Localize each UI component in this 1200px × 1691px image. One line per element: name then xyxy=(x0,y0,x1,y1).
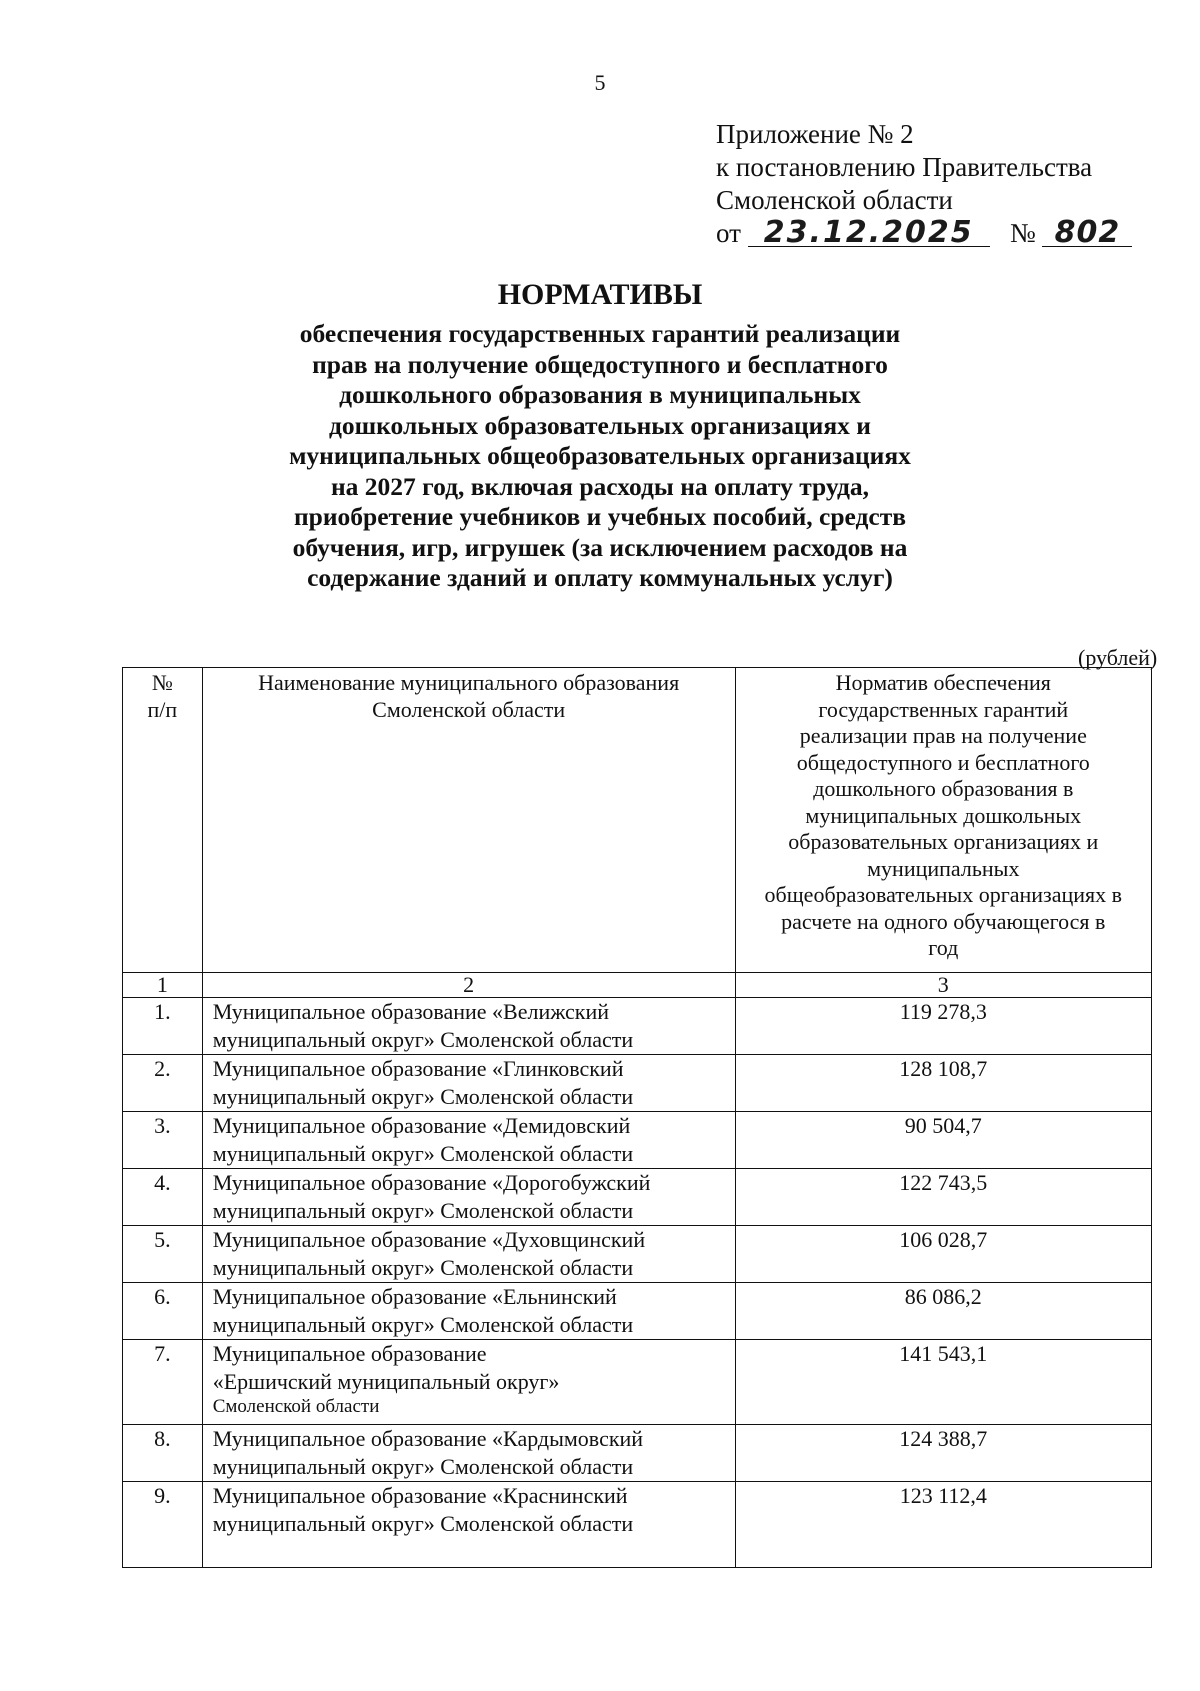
number-label: № xyxy=(1009,218,1036,248)
header-norm-line: расчете на одного обучающегося в xyxy=(781,908,1106,934)
title-line: муниципальных общеобразовательных организациях xyxy=(289,441,911,470)
row-name-line: Муниципальное образование xyxy=(212,1341,487,1366)
row-name-line: муниципальный округ» Смоленской области xyxy=(212,1255,634,1280)
header-norm-line: образовательных организациях и xyxy=(788,829,1099,854)
units-label: (рублей) xyxy=(1078,645,1158,670)
title-subtitle xyxy=(0,319,1200,594)
title-line: содержание зданий и оплату коммунальных услуг) xyxy=(307,563,893,592)
row-name-line: Муниципальное образование «Краснинский xyxy=(212,1483,628,1508)
table-row xyxy=(123,1482,1152,1568)
handwritten-date: 23.12.2025 xyxy=(748,220,990,247)
row-name-line: Смоленской области xyxy=(212,1396,380,1417)
table-row xyxy=(123,1283,1152,1340)
header-name-line: Смоленской области xyxy=(372,696,566,722)
row-value: 106 028,7 xyxy=(735,1226,1151,1283)
row-name-line: муниципальный округ» Смоленской области xyxy=(212,1198,634,1223)
appendix-block xyxy=(716,118,1132,250)
row-name-line: «Ершичский муниципальный округ» xyxy=(212,1369,560,1394)
row-name-line: муниципальный округ» Смоленской области xyxy=(212,1312,634,1337)
table-row xyxy=(123,1425,1152,1482)
row-name-line: муниципальный округ» Смоленской области xyxy=(212,1454,634,1479)
title-line: прав на получение общедоступного и бесплатного xyxy=(312,349,888,379)
header-norm-line: год xyxy=(928,935,959,960)
table-row xyxy=(123,1226,1152,1283)
header-norm-line: Норматив обеспечения xyxy=(835,670,1051,695)
header-norm-line: дошкольного образования в xyxy=(813,776,1074,801)
row-value: 123 112,4 xyxy=(735,1482,1151,1568)
title-line: обеспечения государственных гарантий реализации xyxy=(299,319,901,348)
row-value: 122 743,5 xyxy=(735,1169,1151,1226)
row-number: 4. xyxy=(123,1169,203,1226)
row-name-cell xyxy=(202,1340,735,1425)
row-value: 119 278,3 xyxy=(735,998,1151,1055)
appendix-signature-line xyxy=(716,217,1132,250)
document-title xyxy=(0,277,1200,594)
table-row xyxy=(123,998,1152,1055)
title-line: дошкольного образования в муниципальных xyxy=(339,380,861,409)
row-name-line: муниципальный округ» Смоленской области xyxy=(212,1511,634,1536)
row-name-cell xyxy=(202,1055,735,1112)
header-norm-line: реализации прав на получение xyxy=(799,723,1087,748)
row-name-line: Муниципальное образование «Духовщинский xyxy=(212,1227,646,1252)
header-norm-line: общедоступного и бесплатного xyxy=(796,749,1090,775)
title-line: на 2027 год, включая расходы на оплату труда, xyxy=(330,471,870,501)
row-name-line: муниципальный округ» Смоленской области xyxy=(212,1141,634,1166)
table-row xyxy=(123,1055,1152,1112)
header-norm-line: муниципальных дошкольных xyxy=(805,802,1082,828)
header-norm-cell xyxy=(735,668,1151,973)
column-number: 1 xyxy=(123,973,203,998)
row-value: 128 108,7 xyxy=(735,1055,1151,1112)
column-number: 3 xyxy=(735,973,1151,998)
header-name-line: Наименование муниципального образования xyxy=(258,670,680,695)
column-number: 2 xyxy=(202,973,735,998)
title-line: дошкольных образовательных организациях и xyxy=(329,410,871,440)
row-name-cell xyxy=(202,1283,735,1340)
header-pp: п/п xyxy=(147,696,178,722)
row-value: 86 086,2 xyxy=(735,1283,1151,1340)
title-line: приобретение учебников и учебных пособий, средств xyxy=(293,502,907,531)
appendix-line-2: к постановлению Правительства xyxy=(716,152,1093,182)
row-name-line: Муниципальное образование «Кардымовский xyxy=(212,1426,644,1451)
row-name-line: Муниципальное образование «Дорогобужский xyxy=(212,1170,651,1195)
row-value: 124 388,7 xyxy=(735,1425,1151,1482)
title-main: НОРМАТИВЫ xyxy=(497,278,703,311)
row-number: 8. xyxy=(123,1425,203,1482)
title-line: обучения, игр, игрушек (за исключением расходов на xyxy=(292,532,908,562)
header-number-cell xyxy=(123,668,203,973)
row-number: 9. xyxy=(123,1482,203,1568)
table-header-row xyxy=(123,668,1152,973)
row-name-cell xyxy=(202,998,735,1055)
row-name-cell xyxy=(202,1425,735,1482)
row-name-line: Муниципальное образование «Глинковский xyxy=(212,1056,624,1081)
row-number: 1. xyxy=(123,998,203,1055)
norms-table xyxy=(122,667,1152,1568)
header-name-cell xyxy=(202,668,735,973)
header-number-sign: № xyxy=(151,670,173,695)
header-norm-line: муниципальных xyxy=(867,855,1020,881)
row-name-line: Муниципальное образование «Велижский xyxy=(212,999,610,1024)
row-name-cell xyxy=(202,1226,735,1283)
header-norm-line: государственных гарантий xyxy=(818,696,1069,722)
table-row xyxy=(123,1112,1152,1169)
from-label: от xyxy=(716,218,741,248)
row-number: 2. xyxy=(123,1055,203,1112)
table-row xyxy=(123,1340,1152,1425)
appendix-line-1: Приложение № 2 xyxy=(716,119,914,149)
handwritten-number: 802 xyxy=(1042,220,1132,247)
row-number: 5. xyxy=(123,1226,203,1283)
row-number: 7. xyxy=(123,1340,203,1425)
row-number: 3. xyxy=(123,1112,203,1169)
row-name-cell xyxy=(202,1169,735,1226)
appendix-line-3: Смоленской области xyxy=(716,185,953,215)
column-number-row xyxy=(123,973,1152,998)
row-name-cell xyxy=(202,1482,735,1568)
row-name-cell xyxy=(202,1112,735,1169)
row-value: 141 543,1 xyxy=(735,1340,1151,1425)
row-value: 90 504,7 xyxy=(735,1112,1151,1169)
row-name-line: Муниципальное образование «Ельнинский xyxy=(212,1284,617,1309)
row-name-line: Муниципальное образование «Демидовский xyxy=(212,1113,631,1138)
page-number: 5 xyxy=(594,70,606,95)
table-row xyxy=(123,1169,1152,1226)
row-number: 6. xyxy=(123,1283,203,1340)
row-name-line: муниципальный округ» Смоленской области xyxy=(212,1027,634,1052)
row-name-line: муниципальный округ» Смоленской области xyxy=(212,1084,634,1109)
header-norm-line: общеобразовательных организациях в xyxy=(764,882,1123,907)
